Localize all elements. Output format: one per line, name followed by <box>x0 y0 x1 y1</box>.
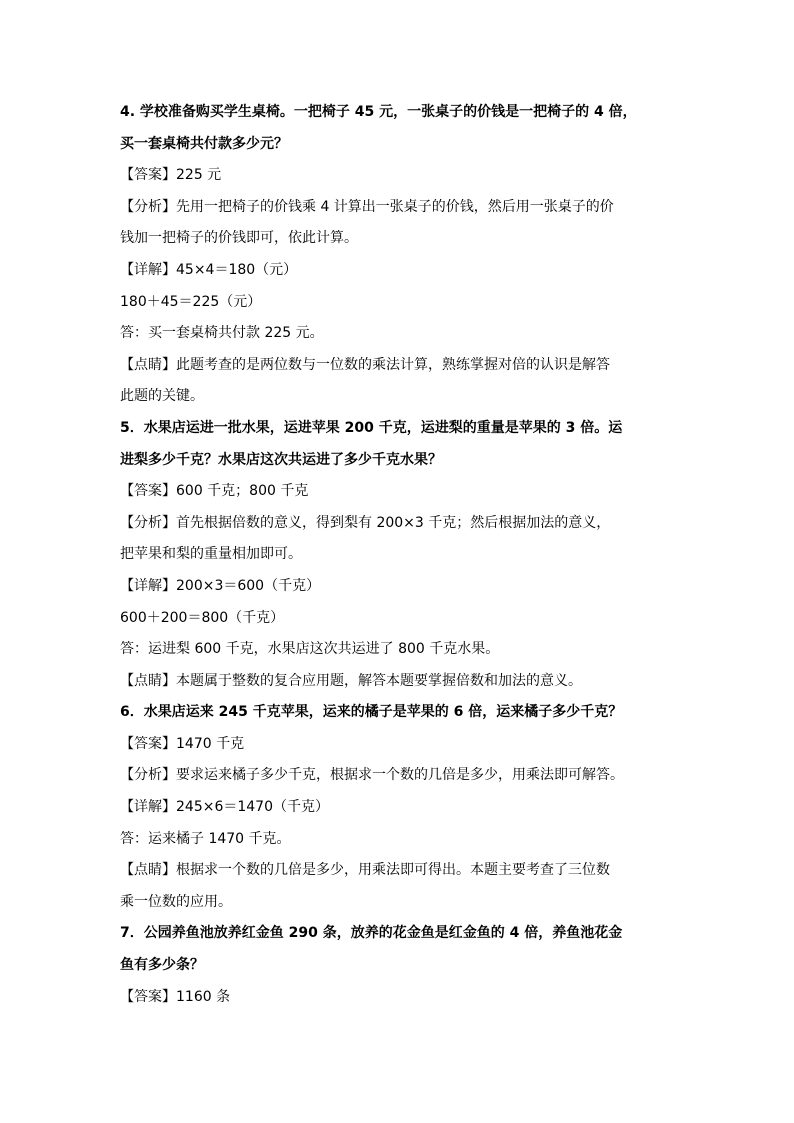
comment-line: 此题的关键。 <box>120 388 204 405</box>
answer-line: 【答案】600 千克；800 千克 <box>120 483 309 500</box>
comment-line: 【点睛】本题属于整数的复合应用题，解答本题要掌握倍数和加法的意义。 <box>120 672 582 689</box>
detail-line: 答：运进梨 600 千克，水果店这次共运进了 800 千克水果。 <box>120 641 500 658</box>
comment-line: 【点睛】根据求一个数的几倍是多少，用乘法即可得出。本题主要考查了三位数 <box>120 862 610 879</box>
detail-line: 答：运来橘子 1470 千克。 <box>120 830 291 847</box>
detail-line: 【详解】45×4＝180（元） <box>120 261 298 278</box>
answer-line: 【答案】1160 条 <box>120 988 231 1005</box>
question-line: 4. 学校准备购买学生桌椅。一把椅子 45 元，一张桌子的价钱是一把椅子的 4 倍， <box>120 104 637 120</box>
question-line: 买一套桌椅共付款多少元？ <box>120 135 288 152</box>
analysis-line: 钱加一把椅子的价钱即可，依此计算。 <box>120 230 358 247</box>
answer-line: 【答案】1470 千克 <box>120 735 245 752</box>
detail-line: 答：买一套桌椅共付款 225 元。 <box>120 325 324 342</box>
analysis-line: 【分析】首先根据倍数的意义，得到梨有 200×3 千克；然后根据加法的意义， <box>120 514 611 531</box>
question-line: 6．水果店运来 245 千克苹果，运来的橘子是苹果的 6 倍，运来橘子多少千克？ <box>120 704 623 721</box>
analysis-line: 把苹果和梨的重量相加即可。 <box>120 546 302 563</box>
analysis-line: 【分析】要求运来橘子多少千克，根据求一个数的几倍是多少，用乘法即可解答。 <box>120 767 624 784</box>
detail-line: 【详解】245×6＝1470（千克） <box>120 799 329 816</box>
question-line: 5．水果店运进一批水果，运进苹果 200 千克，运进梨的重量是苹果的 3 倍。运 <box>120 419 623 436</box>
analysis-line: 【分析】先用一把椅子的价钱乘 4 计算出一张桌子的价钱，然后用一张桌子的价 <box>120 198 614 215</box>
detail-line: 【详解】200×3＝600（千克） <box>120 577 321 594</box>
document-body <box>120 97 680 1013</box>
comment-line: 【点睛】此题考查的是两位数与一位数的乘法计算，熟练掌握对倍的认识是解答 <box>120 356 610 373</box>
question-line: 7．公园养鱼池放养红金鱼 290 条，放养的花金鱼是红金鱼的 4 倍，养鱼池花金 <box>120 925 623 942</box>
comment-line: 乘一位数的应用。 <box>120 893 232 910</box>
detail-line: 600＋200＝800（千克） <box>120 609 285 626</box>
question-line: 鱼有多少条？ <box>120 957 204 974</box>
answer-line: 【答案】225 元 <box>120 167 222 184</box>
detail-line: 180＋45＝225（元） <box>120 293 262 310</box>
question-line: 进梨多少千克？水果店这次共运进了多少千克水果？ <box>120 451 442 468</box>
